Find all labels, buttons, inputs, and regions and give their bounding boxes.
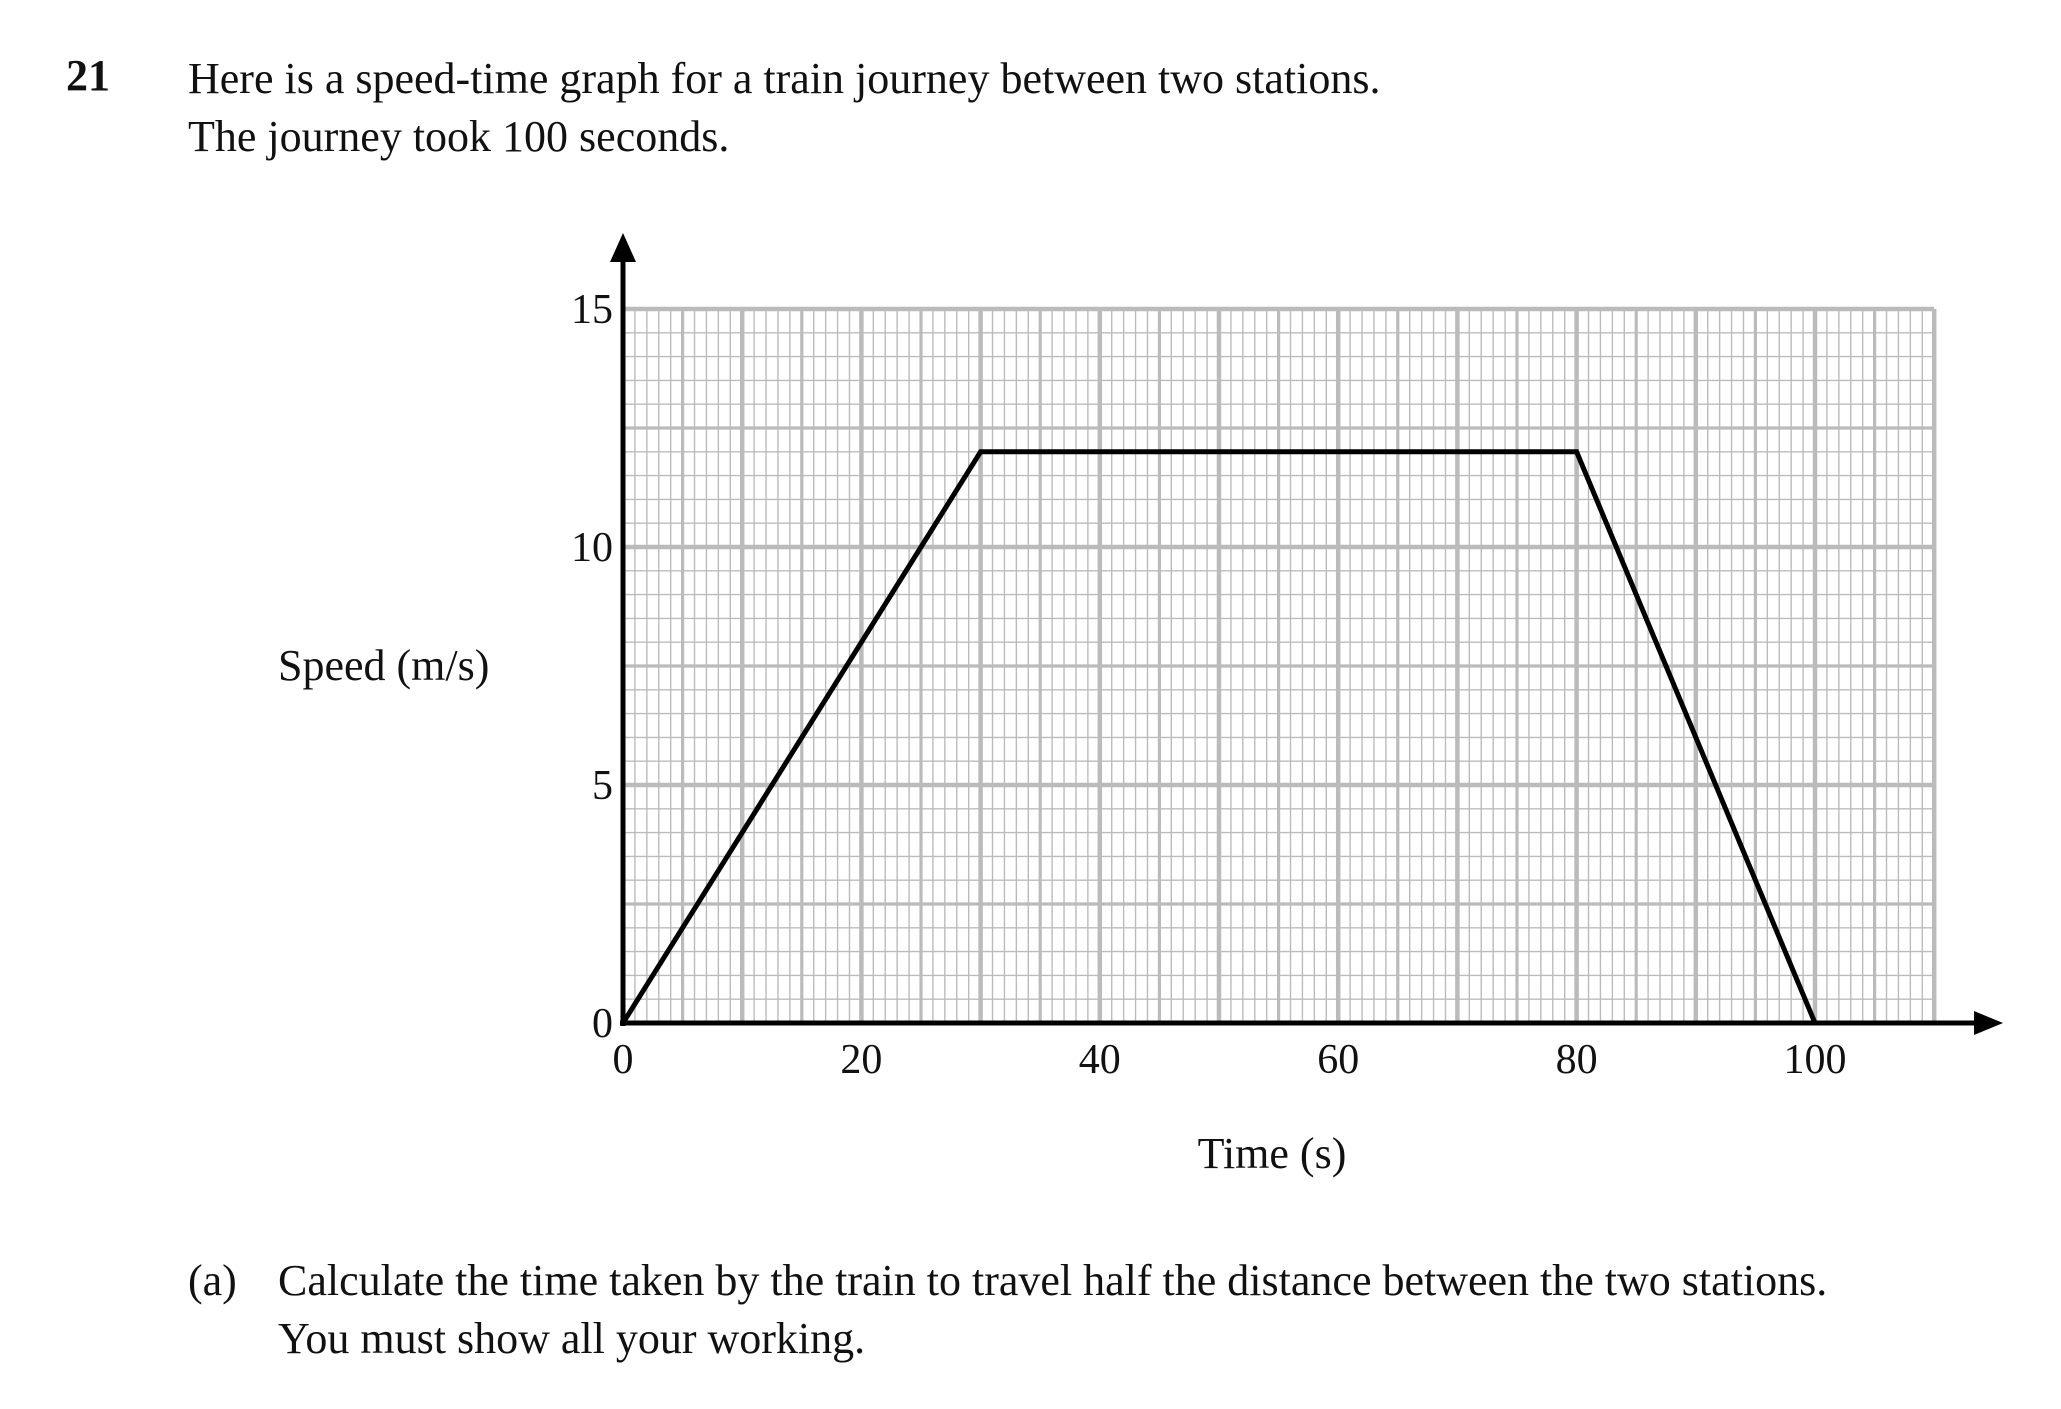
question-number: 21 [66, 51, 110, 100]
part-a [188, 1252, 1827, 1368]
part-a-line-1: Calculate the time taken by the train to travel half the distance between the two stations. [278, 1256, 1828, 1305]
y-tick-label: 0 [592, 1001, 613, 1047]
x-tick-label: 0 [612, 1037, 634, 1083]
x-tick-label: 60 [1317, 1037, 1360, 1083]
x-tick-label: 20 [840, 1037, 883, 1083]
x-tick-label: 100 [1783, 1037, 1847, 1083]
x-axis-arrow [1974, 1011, 2003, 1035]
x-tick-label: 40 [1078, 1037, 1121, 1083]
y-tick-label: 5 [592, 763, 613, 809]
axes [610, 233, 2003, 1035]
y-tick-label: 15 [571, 287, 613, 333]
y-axis-arrow [610, 233, 636, 262]
grid [623, 309, 1934, 1023]
part-a-letter: (a) [188, 1256, 237, 1305]
intro-line-2: The journey took 100 seconds. [188, 112, 730, 161]
tick-labels [571, 287, 1847, 1083]
intro-line-1: Here is a speed-time graph for a train journey between two stations. [188, 54, 1381, 103]
x-axis-label: Time (s) [1197, 1129, 1347, 1178]
y-tick-label: 10 [571, 525, 613, 571]
part-a-line-2: You must show all your working. [278, 1314, 866, 1363]
x-tick-label: 80 [1555, 1037, 1598, 1083]
y-axis-label: Speed (m/s) [278, 641, 490, 690]
